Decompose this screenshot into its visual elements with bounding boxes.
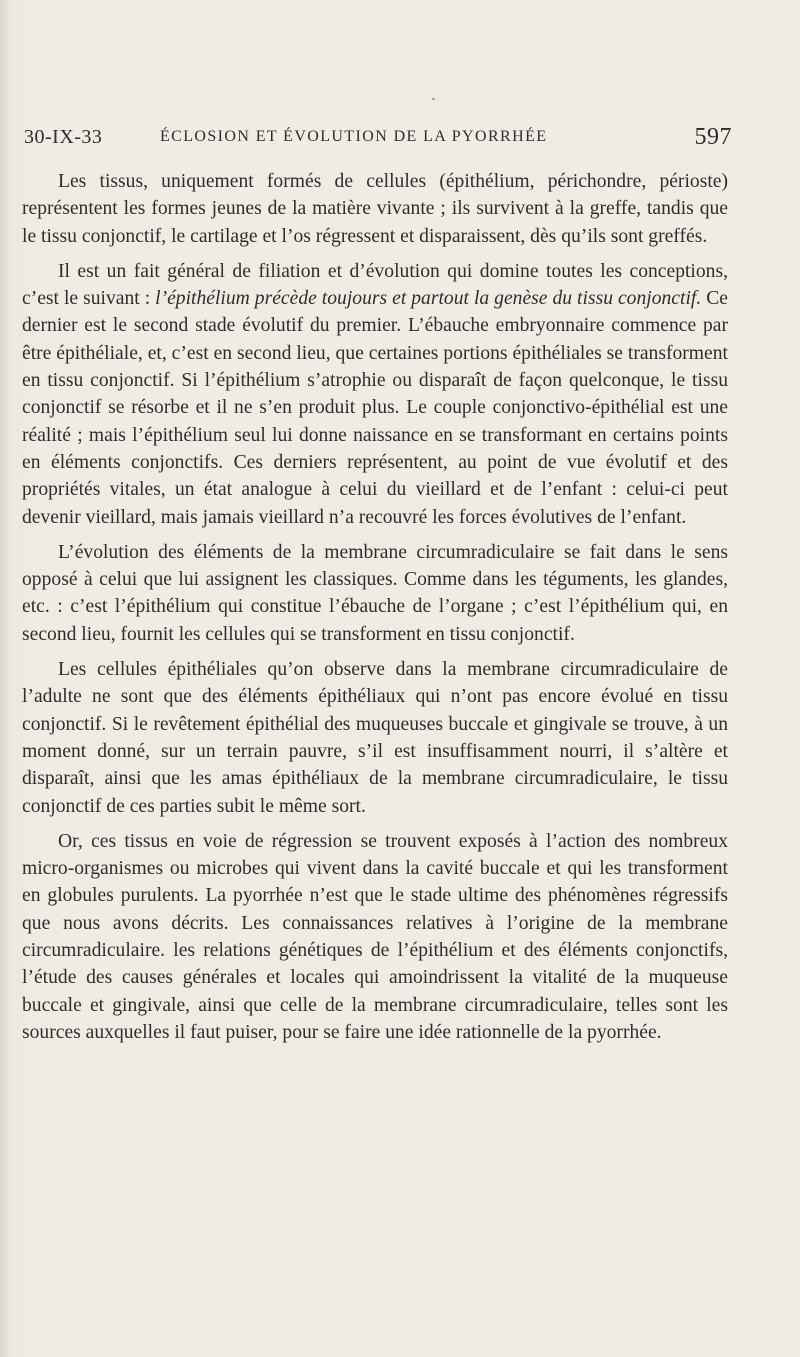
paragraph-2-rest: Ce dernier est le second stade évolutif du premier. L’ébauche embryonnaire commence par être épithéliale, et, c’est en second lieu, que certaines portions épithéliales se transforment en tissu conjonctif. Si l’épithélium s’atrophie ou disparaît de façon quelconque, le tissu conjonctif se résorbe et il ne s’en produit plus. Le couple conjonctivo-épithélial est une réalité ; mais l’épithélium seul lui donne naissance en se transformant en certains points en éléments conjonctifs. Ces derniers représentent, au point de vue évolutif et des propriétés vitales, un état analogue à celui du vieillard et de l’enfant : celui-ci peut devenir vieillard, mais jamais vieillard n’a recouvré les forces évolutives de l’enfant. bbox=[22, 288, 728, 528]
paragraph-4: Les cellules épithéliales qu’on observe dans la membrane circumradiculaire de l’adulte ne sont que des éléments épithéliaux qui n’ont pas encore évolué en tissu conjonctif. Si le revêtement épithélial des muqueuses buccale et gingivale se trouve, à un moment donné, sur un terrain pauvre, s’il est insuffisamment nourri, il s’altère et disparaît, ainsi que les amas épithéliaux de la membrane circumradiculaire, le tissu conjonctif de ces parties subit le même sort. bbox=[22, 659, 728, 817]
paragraph-2-lead: Il est un fait général de filiation et d’évolution qui domine toutes les conceptions, c’est le suivant : bbox=[22, 260, 728, 310]
running-title: ÉCLOSION ET ÉVOLUTION DE LA PYORRHÉE bbox=[160, 128, 548, 145]
paragraph-1: Les tissus, uniquement formés de cellules (épithélium, périchondre, périoste) représentent les formes jeunes de la matière vivante ; ils survivent à la greffe, tandis que le tissu conjonctif, le cartilage et l’os régressent et disparaissent, dès qu’ils sont greffés. bbox=[22, 171, 728, 247]
paragraph-3: L’évolution des éléments de la membrane circumradiculaire se fait dans le sens opposé à celui que lui assignent les classiques. Comme dans les téguments, les glandes, etc. : c’est l’épithélium qui constitue l’ébauche de l’organe ; c’est l’épithélium qui, en second lieu, fournit les cellules qui se transforment en tissu conjonctif. bbox=[22, 541, 728, 645]
ink-speck bbox=[432, 98, 435, 100]
paragraph-2-emphasis: l’épithélium précède toujours et partout la genèse du tissu conjonctif. bbox=[155, 288, 702, 310]
paragraph-5: Or, ces tissus en voie de régression se trouvent exposés à l’action des nombreux micro-organismes ou microbes qui vivent dans la cavité buccale et qui les transforment en globules purulents. La pyorrhée n’est que le stade ultime des phénomènes régressifs que nous avons décrits. Les connaissances relatives à l’origine de la membrane circumradiculaire. les relations génétiques de l’épithélium et des éléments conjonctifs, l’étude des causes générales et locales qui amoindrissent la vitalité de la muqueuse buccale et gingivale, ainsi que celle de la membrane circumradiculaire, telles sont les sources auxquelles il faut puiser, pour se faire une idée rationnelle de la pyorrhée. bbox=[22, 830, 728, 1043]
running-header bbox=[24, 122, 732, 156]
paragraph-2 bbox=[22, 258, 728, 531]
page-number: 597 bbox=[694, 124, 732, 150]
date-code: 30-IX-33 bbox=[24, 126, 103, 148]
body-text bbox=[22, 168, 728, 1054]
